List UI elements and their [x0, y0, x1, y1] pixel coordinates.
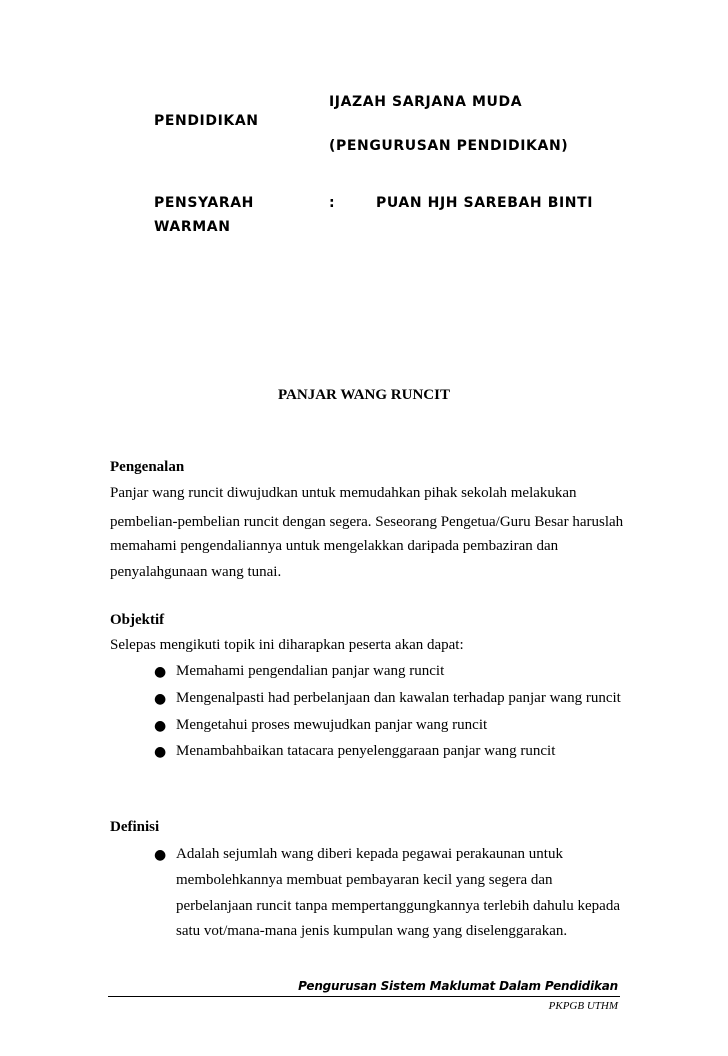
program-line-1: IJAZAH SARJANA MUDA: [329, 94, 523, 110]
list-item: Menambahbaikan tatacara penyelenggaraan panjar wang runcit: [176, 743, 556, 759]
list-item: Memahami pengendalian panjar wang runcit: [176, 663, 445, 679]
section-heading-objektif: Objektif: [110, 612, 165, 628]
page-title: PANJAR WANG RUNCIT: [278, 387, 450, 403]
bullet-icon: ●: [154, 664, 167, 680]
bullet-icon: ●: [154, 718, 167, 734]
footer-title: Pengurusan Sistem Maklumat Dalam Pendidikan: [298, 979, 618, 993]
definition-line: membolehkannya membuat pembayaran kecil yang segera dan: [176, 872, 553, 888]
list-item: Mengetahui proses mewujudkan panjar wang runcit: [176, 717, 488, 733]
bullet-icon: ●: [154, 744, 167, 760]
lecturer-name: PUAN HJH SAREBAH BINTI: [376, 195, 594, 211]
bullet-icon: ●: [154, 847, 167, 863]
lecturer-colon: :: [329, 195, 336, 211]
definition-line: satu vot/mana-mana jenis kumpulan wang yang diselenggarakan.: [176, 923, 568, 939]
paragraph-line: penyalahgunaan wang tunai.: [110, 564, 282, 580]
paragraph-line: pembelian-pembelian runcit dengan segera. Seseorang Pengetua/Guru Besar haruslah: [110, 514, 624, 530]
paragraph-line: memahami pengendaliannya untuk mengelakkan daripada pembaziran dan: [110, 538, 559, 554]
paragraph-line: Panjar wang runcit diwujudkan untuk memudahkan pihak sekolah melakukan: [110, 485, 577, 501]
lecturer-name-continued: WARMAN: [154, 219, 231, 235]
footer-rule: [108, 996, 620, 997]
footer-subtitle: PKPGB UTHM: [548, 1000, 618, 1012]
objektif-intro: Selepas mengikuti topik ini diharapkan peserta akan dapat:: [110, 637, 464, 653]
section-heading-pengenalan: Pengenalan: [110, 459, 185, 475]
list-item: Mengenalpasti had perbelanjaan dan kawalan terhadap panjar wang runcit: [176, 690, 621, 706]
bullet-icon: ●: [154, 691, 167, 707]
lecturer-label: PENSYARAH: [154, 195, 254, 211]
program-label: PENDIDIKAN: [154, 113, 259, 129]
definition-line: perbelanjaan runcit tanpa mempertanggungkannya terlebih dahulu kepada: [176, 898, 620, 914]
program-line-2: (PENGURUSAN PENDIDIKAN): [329, 138, 569, 154]
section-heading-definisi: Definisi: [110, 819, 160, 835]
definition-line: Adalah sejumlah wang diberi kepada pegawai perakaunan untuk: [176, 846, 563, 862]
